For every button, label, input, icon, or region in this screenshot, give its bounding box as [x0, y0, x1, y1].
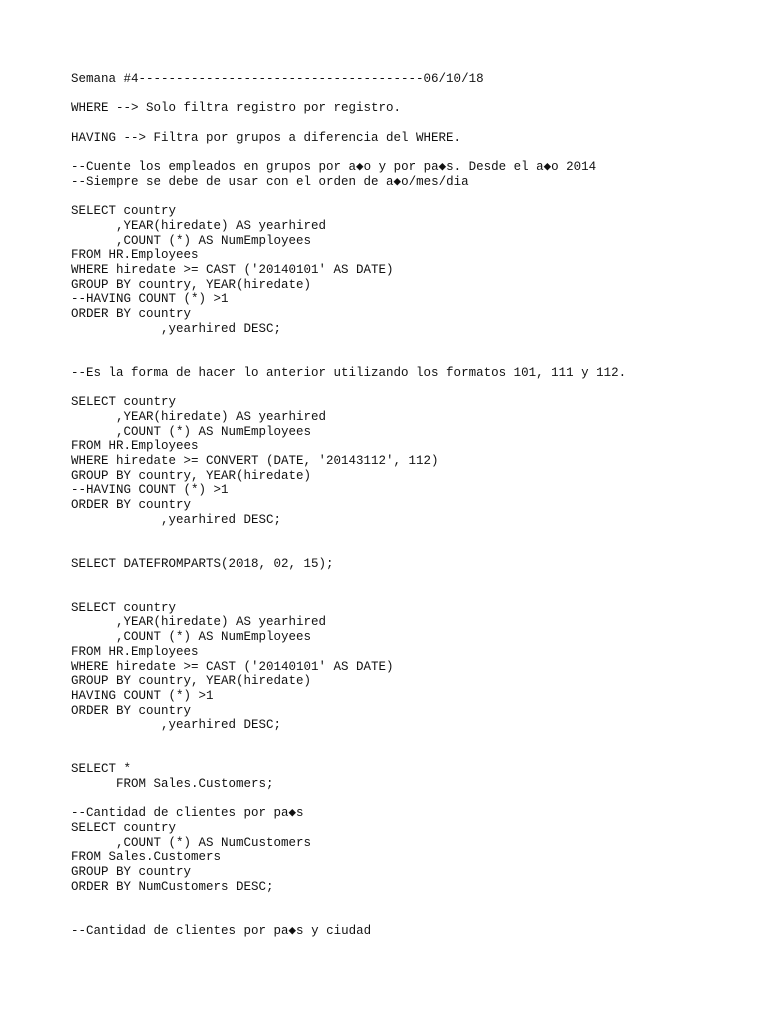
doc-line	[71, 586, 751, 601]
doc-line: ,YEAR(hiredate) AS yearhired	[71, 409, 327, 424]
doc-line: SELECT DATEFROMPARTS(2018, 02, 15);	[71, 556, 334, 571]
doc-line	[71, 895, 751, 910]
document-page	[71, 72, 751, 939]
doc-line	[71, 748, 751, 763]
doc-line: --Siempre se debe de usar con el orden de a◆o/mes/dia	[71, 174, 469, 189]
doc-line: --Cuente los empleados en grupos por a◆o y por pa◆s. Desde el a◆o 2014	[71, 160, 597, 175]
doc-line: ,COUNT (*) AS NumEmployees	[71, 233, 312, 248]
doc-line: HAVING --> Filtra por grupos a diferencia del WHERE.	[71, 130, 462, 145]
doc-line: FROM HR.Employees	[71, 248, 199, 263]
doc-line: ,yearhired DESC;	[71, 512, 282, 527]
doc-line	[71, 542, 751, 557]
doc-line	[71, 351, 751, 366]
doc-line	[71, 87, 751, 102]
doc-line: ORDER BY country	[71, 497, 192, 512]
doc-line: ORDER BY country	[71, 307, 192, 321]
doc-line: WHERE --> Solo filtra registro por registro.	[71, 101, 402, 116]
doc-line: SELECT country	[71, 600, 177, 615]
doc-line: ,yearhired DESC;	[71, 718, 282, 733]
doc-line: ORDER BY country	[71, 703, 192, 718]
doc-line: ORDER BY NumCustomers DESC;	[71, 879, 274, 894]
doc-line: GROUP BY country, YEAR(hiredate)	[71, 277, 312, 292]
doc-line: FROM Sales.Customers;	[71, 777, 274, 791]
doc-line: HAVING COUNT (*) >1	[71, 688, 214, 703]
doc-line	[71, 527, 751, 542]
doc-line: WHERE hiredate >= CONVERT (DATE, '20143112', 112)	[71, 453, 439, 468]
doc-line	[71, 190, 751, 205]
doc-line: GROUP BY country, YEAR(hiredate)	[71, 468, 312, 483]
doc-line: FROM HR.Employees	[71, 644, 199, 659]
doc-line: --HAVING COUNT (*) >1	[71, 483, 229, 498]
doc-line	[71, 571, 751, 586]
doc-line	[71, 336, 751, 351]
doc-line: WHERE hiredate >= CAST ('20140101' AS DATE)	[71, 262, 394, 277]
doc-line: WHERE hiredate >= CAST ('20140101' AS DATE)	[71, 659, 394, 674]
doc-line: GROUP BY country	[71, 865, 192, 880]
doc-line	[71, 733, 751, 748]
doc-line	[71, 145, 751, 160]
doc-line: SELECT country	[71, 821, 177, 836]
doc-line	[71, 116, 751, 131]
doc-line: FROM Sales.Customers	[71, 850, 222, 865]
doc-line	[71, 909, 751, 924]
doc-line: SELECT *	[71, 762, 132, 777]
doc-line: Semana #4--------------------------------------06/10/18	[71, 72, 484, 86]
doc-line	[71, 380, 751, 395]
doc-line: FROM HR.Employees	[71, 439, 199, 454]
doc-line: ,YEAR(hiredate) AS yearhired	[71, 218, 327, 233]
doc-line: SELECT country	[71, 204, 177, 219]
doc-line: ,YEAR(hiredate) AS yearhired	[71, 615, 327, 630]
doc-line: GROUP BY country, YEAR(hiredate)	[71, 674, 312, 689]
doc-line: ,COUNT (*) AS NumEmployees	[71, 424, 312, 439]
doc-line: --HAVING COUNT (*) >1	[71, 292, 229, 307]
doc-line: --Es la forma de hacer lo anterior utilizando los formatos 101, 111 y 112.	[71, 365, 627, 380]
doc-line: SELECT country	[71, 395, 177, 410]
doc-line: ,yearhired DESC;	[71, 321, 282, 336]
doc-line: --Cantidad de clientes por pa◆s y ciudad	[71, 923, 372, 938]
doc-line: ,COUNT (*) AS NumEmployees	[71, 630, 312, 645]
doc-line	[71, 792, 751, 807]
doc-line: --Cantidad de clientes por pa◆s	[71, 806, 304, 821]
doc-line: ,COUNT (*) AS NumCustomers	[71, 835, 312, 850]
